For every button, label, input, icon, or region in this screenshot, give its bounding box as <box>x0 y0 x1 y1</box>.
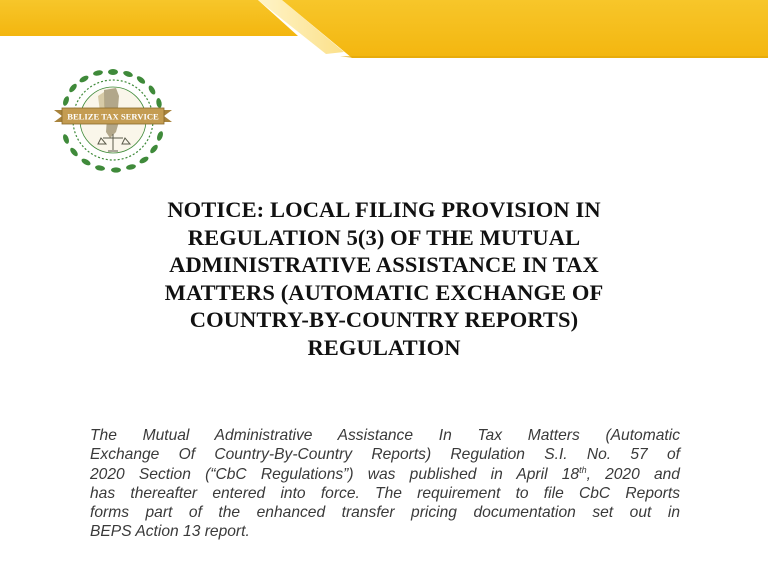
header-band <box>0 0 768 62</box>
body-line: BEPS Action 13 report. <box>90 523 250 541</box>
title-line: REGULATION 5(3) OF THE MUTUAL <box>187 224 581 250</box>
body-line: has thereafter entered into force. The requirement to file CbC Reports <box>90 484 680 502</box>
title-line: MATTERS (AUTOMATIC EXCHANGE OF <box>164 279 604 305</box>
body-line: The Mutual Administrative Assistance In Tax Matters (Automatic <box>90 427 680 444</box>
body-line-part: 2020 Section (“CbC Regulations”) was published in April 18 <box>90 465 580 483</box>
body-line <box>90 465 680 484</box>
notice-title <box>110 196 658 361</box>
ordinal-suffix: th <box>579 464 587 475</box>
notice-body-paragraph <box>90 426 680 542</box>
body-line: forms part of the enhanced transfer pricing documentation set out in <box>90 504 680 522</box>
body-line: Exchange Of Country-By-Country Reports) Regulation S.I. No. 57 of <box>90 446 680 464</box>
belize-tax-service-seal-icon <box>52 66 174 174</box>
title-line: COUNTRY-BY-COUNTRY REPORTS) <box>189 307 579 332</box>
title-line: REGULATION <box>307 334 461 360</box>
title-line: NOTICE: LOCAL FILING PROVISION IN <box>167 197 601 222</box>
seal-banner-text: BELIZE TAX SERVICE <box>67 111 159 122</box>
title-line: ADMINISTRATIVE ASSISTANCE IN TAX <box>169 252 599 277</box>
body-line-part: , 2020 and <box>586 465 680 483</box>
